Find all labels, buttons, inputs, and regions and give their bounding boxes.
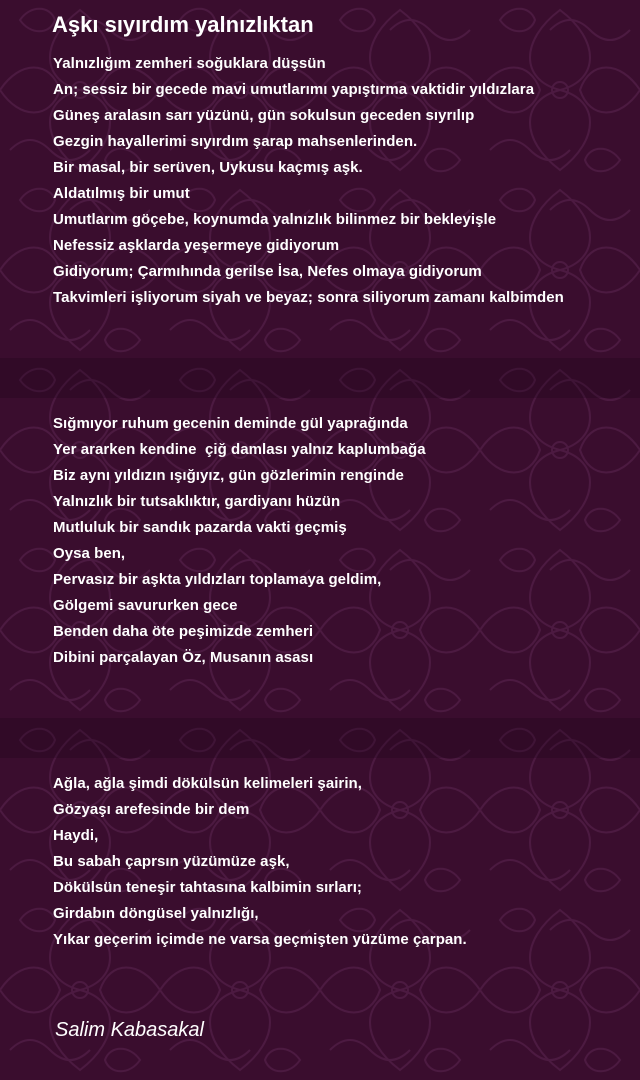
poem-line: Takvimleri işliyorum siyah ve beyaz; sonra siliyorum zamanı kalbimden: [53, 289, 564, 306]
poem-line: Nefessiz aşklarda yeşermeye gidiyorum: [53, 237, 340, 254]
poem-line: Yalnızlığım zemheri soğuklara düşsün: [53, 55, 326, 72]
poem-line: Pervasız bir aşkta yıldızları toplamaya geldim,: [53, 571, 382, 588]
poem-line: Haydi,: [53, 827, 99, 844]
poem-line: Yıkar geçerim içimde ne varsa geçmişten yüzüme çarpan.: [53, 931, 467, 948]
poem-author: Salim Kabasakal: [55, 1019, 204, 1041]
stanza-1: [53, 51, 564, 311]
stanza-3: [53, 771, 467, 953]
poem-line: Umutlarım göçebe, koynumda yalnızlık bilinmez bir bekleyişle: [53, 211, 497, 228]
poem-line: Dibini parçalayan Öz, Musanın asası: [53, 649, 314, 666]
poem-line: Yalnızlık bir tutsaklıktır, gardiyanı hüzün: [53, 493, 341, 510]
poem-line: Oysa ben,: [53, 545, 126, 562]
poem-line: Gezgin hayallerimi sıyırdım şarap mahsenlerinden.: [53, 133, 418, 150]
stanza-2: [53, 411, 426, 671]
poem-line: Gidiyorum; Çarmıhında gerilse İsa, Nefes olmaya gidiyorum: [53, 263, 482, 280]
poem-title: Aşkı sıyırdım yalnızlıktan: [52, 12, 314, 37]
poem-line: Gözyaşı arefesinde bir dem: [53, 801, 250, 818]
poem-line: Yer ararken kendine çiğ damlası yalnız kaplumbağa: [53, 441, 426, 458]
background-band: [0, 718, 640, 758]
poem-line: Ağla, ağla şimdi dökülsün kelimeleri şairin,: [53, 775, 362, 792]
poem-line: Güneş aralasın sarı yüzünü, gün sokulsun geceden sıyrılıp: [53, 107, 475, 124]
poem-line: Gölgemi savururken gece: [53, 597, 238, 614]
poem-line: An; sessiz bir gecede mavi umutlarımı yapıştırma vaktidir yıldızlara: [53, 81, 535, 98]
poem-line: Girdabın döngüsel yalnızlığı,: [53, 905, 259, 922]
poem-line: Bu sabah çaprsın yüzümüze aşk,: [53, 853, 290, 870]
poem-line: Benden daha öte peşimizde zemheri: [53, 623, 314, 640]
poem-line: Bir masal, bir serüven, Uykusu kaçmış aşk.: [53, 159, 363, 176]
poem-line: Aldatılmış bir umut: [53, 185, 190, 202]
poem-line: Biz aynı yıldızın ışığıyız, gün gözlerimin renginde: [53, 467, 404, 484]
background-band: [0, 358, 640, 398]
poem-line: Dökülsün teneşir tahtasına kalbimin sırları;: [53, 879, 362, 896]
poem-line: Sığmıyor ruhum gecenin deminde gül yaprağında: [53, 415, 408, 432]
poem-line: Mutluluk bir sandık pazarda vakti geçmiş: [53, 519, 347, 536]
